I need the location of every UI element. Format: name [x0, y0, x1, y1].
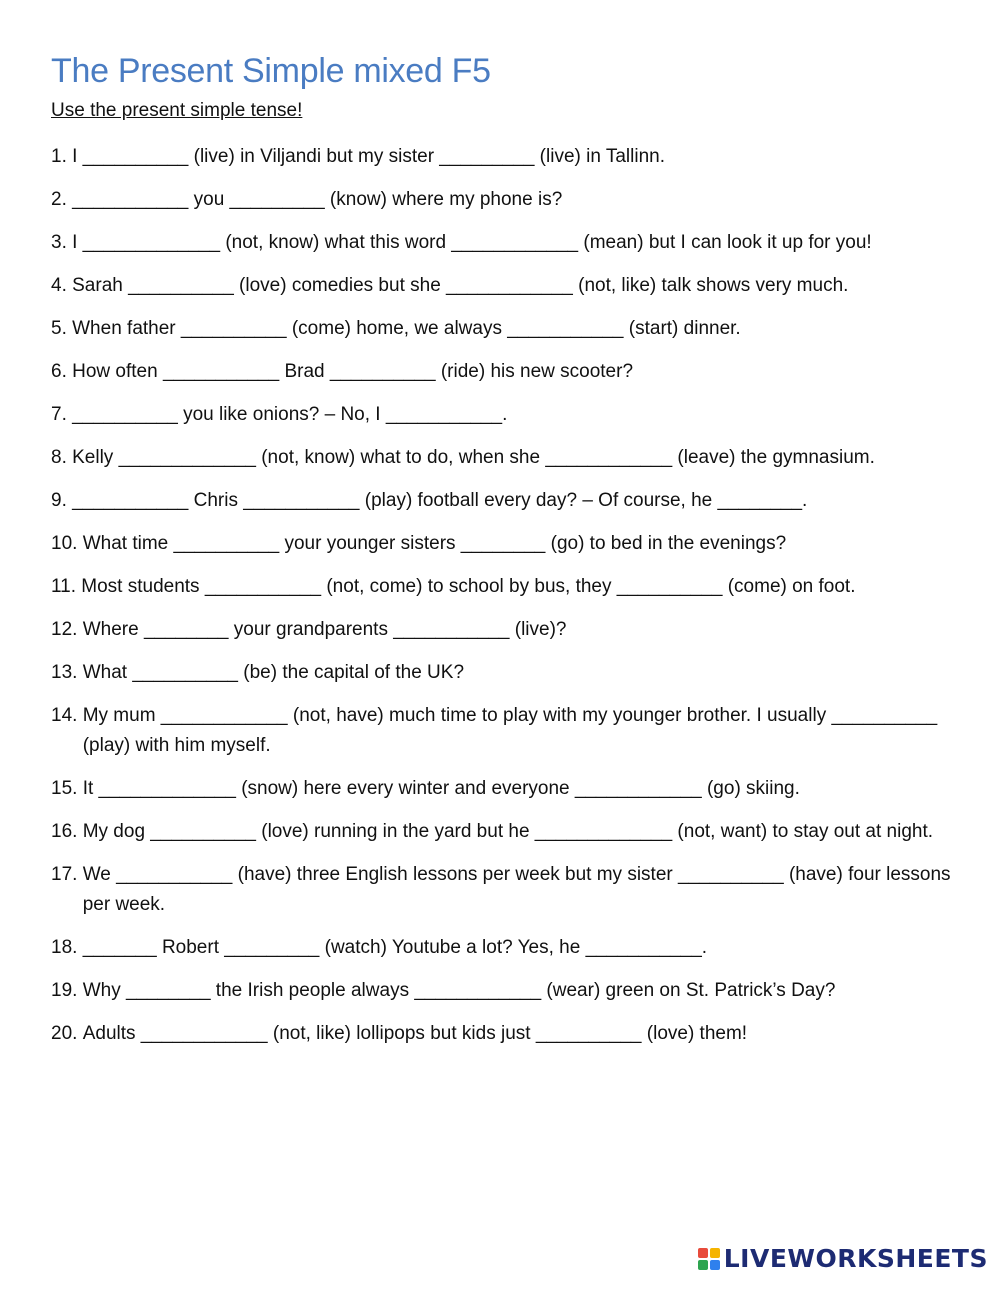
logo-blocks-icon — [698, 1248, 720, 1270]
question-item — [51, 817, 951, 847]
question-text: I __________ (live) in Viljandi but my sister _________ (live) in Tallinn. — [72, 146, 665, 167]
question-text: Sarah __________ (love) comedies but she ____________ (not, like) talk shows very much. — [72, 275, 849, 296]
question-number: 20. — [51, 1023, 83, 1044]
question-number: 19. — [51, 980, 83, 1001]
question-number: 4. — [51, 275, 73, 296]
question-text: Where ________ your grandparents ___________ (live)? — [82, 619, 567, 640]
question-number: 13. — [51, 662, 83, 683]
question-text: When father __________ (come) home, we always ___________ (start) dinner. — [72, 318, 741, 339]
question-number: 17. — [51, 864, 83, 885]
question-number: 5. — [51, 318, 73, 339]
question-number: 16. — [51, 821, 83, 842]
question-item — [51, 228, 951, 258]
question-item — [51, 314, 951, 344]
question-number: 9. — [51, 490, 73, 511]
question-text: ___________ you _________ (know) where my phone is? — [72, 189, 563, 210]
question-item — [51, 486, 951, 516]
question-number: 8. — [51, 447, 73, 468]
question-text: I _____________ (not, know) what this word ____________ (mean) but I can look it up for you! — [72, 232, 872, 253]
question-item — [51, 142, 951, 172]
question-number: 6. — [51, 361, 73, 382]
question-item — [51, 185, 951, 215]
question-number: 7. — [51, 404, 73, 425]
question-item — [51, 1019, 951, 1049]
question-text: How often ___________ Brad __________ (ride) his new scooter? — [72, 361, 634, 382]
question-item — [51, 976, 951, 1006]
question-number: 2. — [51, 189, 73, 210]
question-item — [51, 443, 951, 473]
question-number: 12. — [51, 619, 83, 640]
question-item — [51, 933, 951, 963]
question-text: What time __________ your younger sisters ________ (go) to bed in the evenings? — [82, 533, 787, 554]
logo-text: LIVEWORKSHEETS — [723, 1244, 988, 1273]
question-text: Adults ____________ (not, like) lollipops but kids just __________ (love) them! — [82, 1023, 748, 1044]
question-text: We ___________ (have) three English lessons per week but my sister __________ (have) four lessons per week. — [82, 864, 956, 915]
question-text: __________ you like onions? – No, I ___________. — [72, 404, 508, 425]
question-item — [51, 774, 951, 804]
question-number: 14. — [51, 705, 83, 726]
question-number: 10. — [51, 533, 83, 554]
question-item — [51, 529, 951, 559]
question-text: My mum ____________ (not, have) much time to play with my younger brother. I usually __________ (play) with him myself. — [82, 705, 943, 756]
question-item — [51, 615, 951, 645]
question-item — [51, 701, 951, 761]
question-text: Kelly _____________ (not, know) what to do, when she ____________ (leave) the gymnasium. — [72, 447, 875, 468]
liveworksheets-logo — [698, 1244, 988, 1273]
page-title: The Present Simple mixed F5 — [51, 52, 491, 90]
question-text: Most students ___________ (not, come) to school by bus, they __________ (come) on foot. — [81, 576, 856, 597]
question-number: 1. — [51, 146, 73, 167]
question-text: ___________ Chris ___________ (play) football every day? – Of course, he ________. — [72, 490, 808, 511]
question-number: 11. — [51, 576, 82, 597]
question-text: What __________ (be) the capital of the UK? — [82, 662, 465, 683]
question-list — [51, 142, 956, 1062]
question-item — [51, 860, 956, 920]
question-text: Why ________ the Irish people always ____________ (wear) green on St. Patrick’s Day? — [82, 980, 836, 1001]
question-item — [51, 400, 951, 430]
question-text: It _____________ (snow) here every winter and everyone ____________ (go) skiing. — [82, 778, 800, 799]
question-text: My dog __________ (love) running in the yard but he _____________ (not, want) to stay out at night. — [82, 821, 934, 842]
question-item — [51, 658, 951, 688]
question-item — [51, 357, 951, 387]
question-number: 3. — [51, 232, 73, 253]
question-item — [51, 572, 951, 602]
question-number: 18. — [51, 937, 83, 958]
instruction-text: Use the present simple tense! — [51, 100, 303, 121]
question-text: _______ Robert _________ (watch) Youtube a lot? Yes, he ___________. — [82, 937, 708, 958]
question-item — [51, 271, 951, 301]
question-number: 15. — [51, 778, 83, 799]
